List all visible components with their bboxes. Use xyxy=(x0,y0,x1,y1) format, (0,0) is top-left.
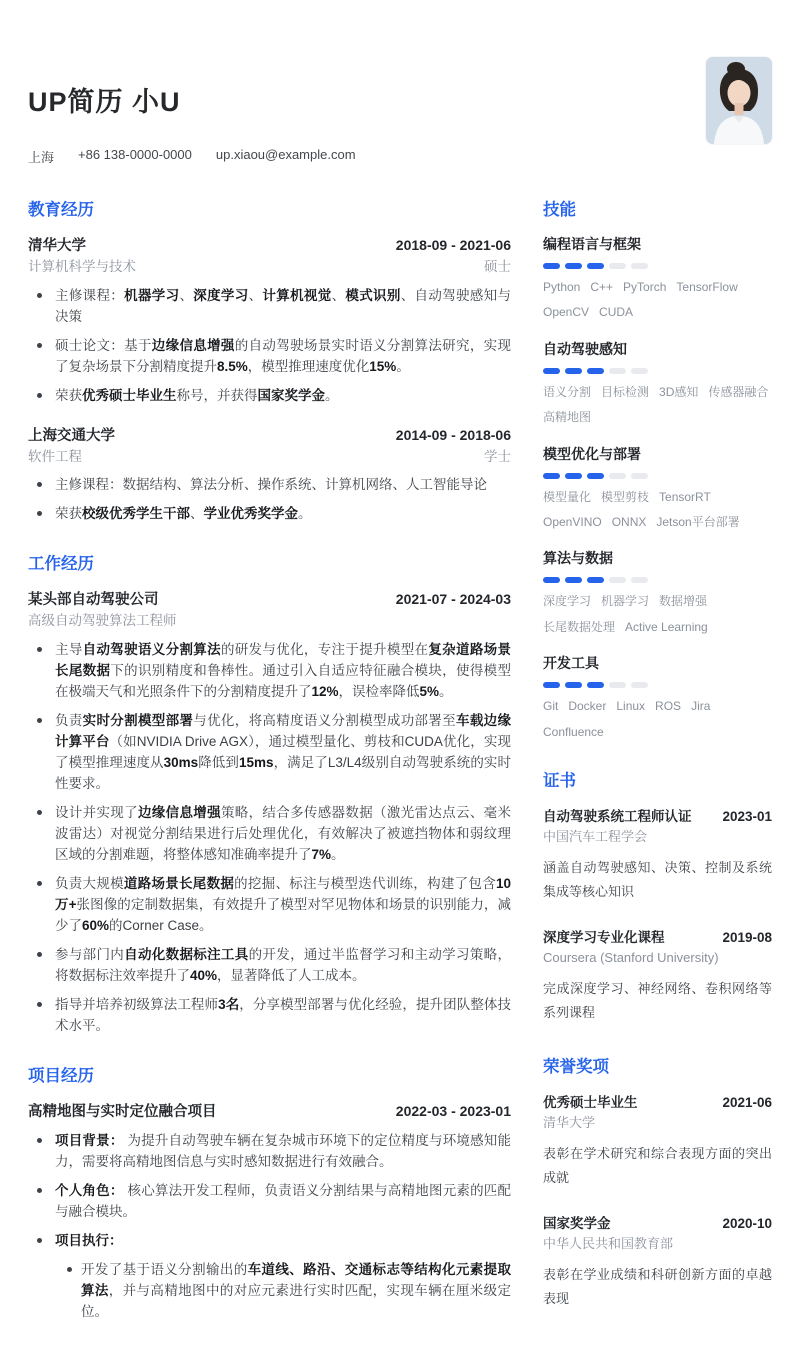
entry-header xyxy=(28,1100,511,1121)
portrait-illustration xyxy=(706,57,772,144)
section-title-work: 工作经历 xyxy=(28,555,94,574)
skill-group xyxy=(543,234,772,320)
bullet-item: 设计并实现了边缘信息增强策略，结合多传感器数据（激光雷达点云、毫米波雷达）对视觉分割结果进行后处理优化，有效解决了被遮挡物体和弱纹理区域的分割难题，将整体感知准确率提升了7%。 xyxy=(28,802,511,865)
certificate-entry xyxy=(543,805,772,904)
bullet-item: 项目背景： 为提升自动驾驶车辆在复杂城市环境下的定位精度与环境感知能力，需要将高精地图信息与实时感知数据进行有效融合。 xyxy=(28,1130,511,1172)
skill-tag: 3D感知 xyxy=(659,384,699,399)
sub-bullet-item: 开发了基于语义分割输出的车道线、路沿、交通标志等结构化元素提取算法，并与高精地图中的对应元素进行实时匹配，实现车辆在厘米级定位。 xyxy=(55,1259,511,1322)
skill-tag: Linux xyxy=(616,699,646,714)
section-title-skills: 技能 xyxy=(543,201,576,219)
certificate-name: 自动驾驶系统工程师认证 xyxy=(543,808,692,824)
bullet-item: 指导并培养初级算法工程师3名，分享模型部署与优化经验，提升团队整体技术水平。 xyxy=(28,994,511,1036)
skill-tag: OpenCV xyxy=(543,305,590,320)
bullet-item: 硕士论文：基于边缘信息增强的自动驾驶场景实时语义分割算法研究，实现了复杂场景下分割精度提升8.5%，模型推理速度优化15%。 xyxy=(28,335,511,377)
bullet-item: 荣获校级优秀学生干部、学业优秀奖学金。 xyxy=(28,503,511,524)
bullet-item: 负责大规模道路场景长尾数据的挖掘、标注与模型迭代训练，构建了包含10万+张图像的定制数据集，有效提升了模型对罕见物体和场景的识别能力，减少了60%的Corner Case。 xyxy=(28,873,511,936)
contact-phone: +86 138-0000-0000 xyxy=(78,147,192,162)
certificate-description: 涵盖自动驾驶感知、决策、控制及系统集成等核心知识 xyxy=(543,859,772,899)
section-skills xyxy=(543,196,772,739)
skill-tag: CUDA xyxy=(599,305,634,320)
bullet-item: 主导自动驾驶语义分割算法的研发与优化，专注于提升模型在复杂道路场景长尾数据下的识别精度和鲁棒性。通过引入自适应特征融合模块，使得模型在极端天气和光照条件下的分割精度提升了12%，误检率降低5%。 xyxy=(28,639,511,702)
section-title-education: 教育经历 xyxy=(28,201,94,219)
degree-name: 硕士 xyxy=(484,259,511,274)
bullet-item: 荣获优秀硕士毕业生称号，并获得国家奖学金。 xyxy=(28,385,511,406)
skill-group-name: 编程语言与框架 xyxy=(543,236,641,252)
honor-date: 2020-10 xyxy=(722,1215,772,1231)
company-name: 某头部自动驾驶公司 xyxy=(28,592,159,609)
skill-group-name: 模型优化与部署 xyxy=(543,445,641,462)
section-projects xyxy=(28,1062,511,1322)
skill-group-name: 自动驾驶感知 xyxy=(543,340,627,357)
skill-tag: 机器学习 xyxy=(601,594,650,609)
skill-tags xyxy=(543,699,772,739)
skill-group xyxy=(543,548,772,634)
contact-location: 上海 xyxy=(28,150,55,165)
major-name: 计算机科学与技术 xyxy=(28,259,136,274)
skill-tag: 语义分割 xyxy=(543,384,592,399)
entry-period: 2018-09 - 2021-06 xyxy=(395,237,511,253)
entry-subheader xyxy=(28,448,511,466)
skill-tag: 模型剪枝 xyxy=(601,489,650,504)
skill-level-bar xyxy=(543,682,772,688)
page-title: UP简历 小U xyxy=(28,87,181,117)
bullet-item: 个人角色： 核心算法开发工程师，负责语义分割结果与高精地图元素的匹配与融合模块。 xyxy=(28,1180,511,1222)
section-education xyxy=(28,196,511,524)
certificate-date: 2023-01 xyxy=(722,808,772,824)
education-entry xyxy=(28,234,511,406)
school-name: 清华大学 xyxy=(28,238,86,254)
bullet-item xyxy=(28,1230,511,1322)
major-name: 软件工程 xyxy=(28,448,82,464)
main-column xyxy=(28,196,511,1348)
certificate-description: 完成深度学习、神经网络、卷积网络等系列课程 xyxy=(543,980,772,1020)
bullet-item: 主修课程：数据结构、算法分析、操作系统、计算机网络、人工智能导论 xyxy=(28,474,511,495)
profile-photo xyxy=(706,57,772,144)
honor-name: 优秀硕士毕业生 xyxy=(543,1094,638,1110)
skill-level-bar xyxy=(543,577,772,583)
skill-tag: Jetson平台部署 xyxy=(656,514,740,529)
skill-tag: ROS xyxy=(655,699,682,714)
skill-tag: OpenVINO xyxy=(543,514,602,529)
skill-tag: ONNX xyxy=(611,514,647,529)
skill-tag: Docker xyxy=(568,699,607,714)
skill-tag: TensorFlow xyxy=(676,280,738,294)
entry-header xyxy=(28,424,511,445)
skill-tags xyxy=(543,594,772,634)
bullet-label: 项目执行： xyxy=(55,1232,123,1248)
education-entry xyxy=(28,424,511,525)
bullet-list xyxy=(28,1130,511,1322)
skill-tag: 模型量化 xyxy=(543,489,592,504)
sub-bullet-list xyxy=(55,1259,511,1322)
honor-issuer: 清华大学 xyxy=(543,1114,596,1130)
skill-group-name: 开发工具 xyxy=(543,655,599,672)
skill-tag: 传感器融合 xyxy=(708,384,769,399)
entry-period: 2022-03 - 2023-01 xyxy=(395,1102,511,1119)
job-title: 高级自动驾驶算法工程师 xyxy=(28,613,177,629)
skill-tag: 数据增强 xyxy=(659,594,708,609)
entry-period: 2021-07 - 2024-03 xyxy=(395,591,511,608)
skill-level-bar xyxy=(543,473,772,479)
bullet-item: 主修课程：机器学习、深度学习、计算机视觉、模式识别、自动驾驶感知与决策 xyxy=(28,285,511,327)
project-entry xyxy=(28,1100,511,1322)
honor-description: 表彰在学业成绩和科研创新方面的卓越表现 xyxy=(543,1266,772,1306)
section-work xyxy=(28,550,511,1036)
entry-period: 2014-09 - 2018-06 xyxy=(395,426,511,443)
bullet-list xyxy=(28,474,511,524)
entry-subheader xyxy=(28,258,511,276)
honor-date: 2021-06 xyxy=(722,1094,772,1110)
bullet-list xyxy=(28,639,511,1036)
skill-tag: Active Learning xyxy=(625,619,708,634)
honor-entry xyxy=(543,1091,772,1190)
bullet-item: 负责实时分割模型部署与优化，将高精度语义分割模型成功部署至车载边缘计算平台（如NVIDIA Drive AGX），通过模型量化、剪枝和CUDA优化，实现了模型推理速度从30ms降低到15ms，满足了L3/L4级别自动驾驶系统的实时性要求。 xyxy=(28,710,511,794)
skill-tag: PyTorch xyxy=(623,280,667,294)
skill-group-name: 算法与数据 xyxy=(543,550,613,567)
section-title-honors: 荣誉奖项 xyxy=(543,1057,609,1076)
skill-group xyxy=(543,653,772,739)
skill-tags xyxy=(543,280,772,320)
certificate-issuer: Coursera (Stanford University) xyxy=(543,949,719,965)
skill-tag: Confluence xyxy=(543,724,604,739)
project-name: 高精地图与实时定位融合项目 xyxy=(28,1103,217,1120)
skill-tag: 高精地图 xyxy=(543,410,592,425)
skill-tag: Jira xyxy=(691,699,711,714)
section-title-projects: 项目经历 xyxy=(28,1066,94,1085)
entry-header xyxy=(543,926,772,946)
certificate-name: 深度学习专业化课程 xyxy=(543,929,665,945)
honor-name: 国家奖学金 xyxy=(543,1215,611,1231)
certificate-date: 2019-08 xyxy=(722,929,772,945)
skill-tags xyxy=(543,490,772,530)
skill-tag: C++ xyxy=(590,280,614,294)
entry-header xyxy=(543,1091,772,1111)
skill-level-bar xyxy=(543,368,772,374)
entry-header xyxy=(543,805,772,825)
honor-issuer: 中华人民共和国教育部 xyxy=(543,1235,674,1251)
certificate-issuer: 中国汽车工程学会 xyxy=(543,828,648,844)
section-honors xyxy=(543,1053,772,1311)
degree-name: 学士 xyxy=(484,448,511,464)
skill-tag: 目标检测 xyxy=(601,384,650,399)
section-certificates xyxy=(543,767,772,1025)
section-title-certificates: 证书 xyxy=(543,771,576,790)
skill-tags xyxy=(543,385,772,425)
content-columns xyxy=(28,196,772,1348)
skill-level-bar xyxy=(543,263,772,269)
contact-row xyxy=(28,147,772,166)
contact-email: up.xiaou@example.com xyxy=(215,147,356,162)
skill-tag: 深度学习 xyxy=(543,594,592,609)
certificate-entry xyxy=(543,926,772,1025)
school-name: 上海交通大学 xyxy=(28,427,115,444)
resume-header xyxy=(28,0,772,166)
skill-tag: Git xyxy=(543,699,559,714)
skill-group xyxy=(543,339,772,425)
honor-description: 表彰在学术研究和综合表现方面的突出成就 xyxy=(543,1145,772,1185)
entry-subheader xyxy=(28,612,511,630)
entry-header xyxy=(543,1212,772,1232)
bullet-item: 参与部门内自动化数据标注工具的开发，通过半监督学习和主动学习策略，将数据标注效率提升了40%，显著降低了人工成本。 xyxy=(28,944,511,986)
honor-entry xyxy=(543,1212,772,1311)
work-entry xyxy=(28,588,511,1036)
skill-group xyxy=(543,444,772,530)
skill-tag: Python xyxy=(543,280,581,294)
entry-header xyxy=(28,234,511,255)
entry-header xyxy=(28,588,511,609)
sidebar-column xyxy=(543,196,772,1339)
skill-tag: TensorRT xyxy=(659,489,711,504)
skill-tag: 长尾数据处理 xyxy=(543,619,616,634)
bullet-list xyxy=(28,285,511,406)
